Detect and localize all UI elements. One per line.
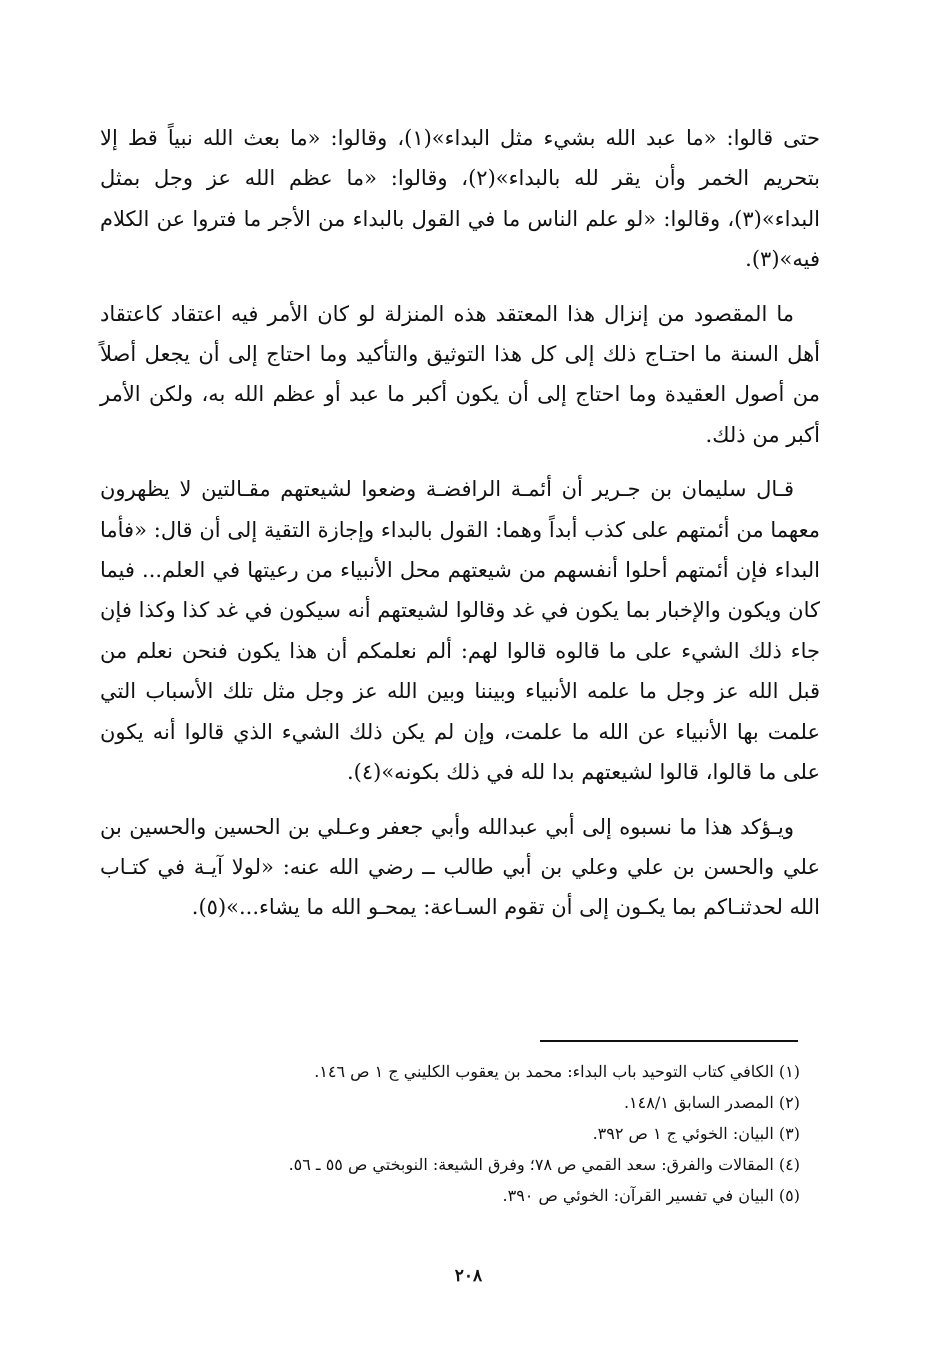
paragraph-2: ما المقصود من إنزال هذا المعتقد هذه المنزلة لو كان الأمر فيه اعتقاد كاعتقاد أهل السنة ما احتـاج ذلك إلى كل هذا التوثيق والتأكيد وما احتاج إلى أن يجعل أصلاً من أصول العقيدة وما احتاج إلى أن يكون أكبر ما عبد أو عظم الله به، ولكن الأمر أكبر من ذلك. xyxy=(100,301,820,447)
paragraph-1: حتى قالوا: «ما عبد الله بشيء مثل البداء»(١)، وقالوا: «ما بعث الله نبياً قط إلا بتحريم الخمر وأن يقر لله بالبداء»(٢)، وقالوا: «ما عظم الله عز وجل بمثل البداء»(٣)، وقالوا: «لو علم الناس ما في القول بالبداء من الأجر ما فتروا عن الكلام فيه»(٣). xyxy=(100,126,820,272)
footnote-2: (٢) المصدر السابق ١٤٨/١. xyxy=(623,1093,800,1112)
footnote-5: (٥) البيان في تفسير القرآن: الخوئي ص ٣٩٠. xyxy=(502,1186,800,1205)
paragraph-4: ويـؤكد هذا ما نسبوه إلى أبي عبدالله وأبي جعفر وعـلي بن الحسين والحسين بن علي والحسن بن علي وعلي بن أبي طالب ــ رضي الله عنه: «لولا آيـة في كتـاب الله لحدثنـاكم بما يكـون إلى أن تقوم السـاعة: يمحـو الله ما يشاء...»(٥). xyxy=(100,814,820,920)
footnote-4: (٤) المقالات والفرق: سعد القمي ص ٧٨؛ وفرق الشيعة: النوبختي ص ٥٥ ـ ٥٦. xyxy=(288,1155,800,1174)
page-number: ٢٠٨ xyxy=(454,1266,483,1286)
footnote-1: (١) الكافي كتاب التوحيد باب البداء: محمد بن يعقوب الكليني ج ١ ص ١٤٦. xyxy=(314,1062,800,1081)
footnote-3: (٣) البيان: الخوئي ج ١ ص ٣٩٢. xyxy=(592,1124,800,1143)
footnotes xyxy=(100,1056,800,1211)
footnote-divider xyxy=(540,1040,798,1042)
main-text xyxy=(100,118,820,942)
paragraph-3: قـال سليمان بن جـرير أن أئمـة الرافضـة وضعوا لشيعتهم مقـالتين لا يظهرون معهما من أئمتهم على كذب أبداً وهما: القول بالبداء وإجازة التقية إلى أن قال: «فأما البداء فإن أئمتهم أحلوا أنفسهم من شيعتهم محل الأنبياء من رعيتها في العلم... فيما كان ويكون والإخبار بما يكون في غد وقالوا لشيعتهم أنه سيكون في غد كذا وكذا فإن جاء ذلك الشيء على ما قالوه قالوا لهم: ألم نعلمكم أن هذا يكون فنحن نعلم من قبل الله عز وجل ما علمه الأنبياء وبيننا وبين الله عز وجل مثل تلك الأسباب التي علمت بها الأنبياء عن الله ما علمت، وإن لم يكن ذلك الشيء الذي قالوا أنه يكون على ما قالوا، قالوا لشيعتهم بدا لله في ذلك بكونه»(٤). xyxy=(100,477,820,785)
